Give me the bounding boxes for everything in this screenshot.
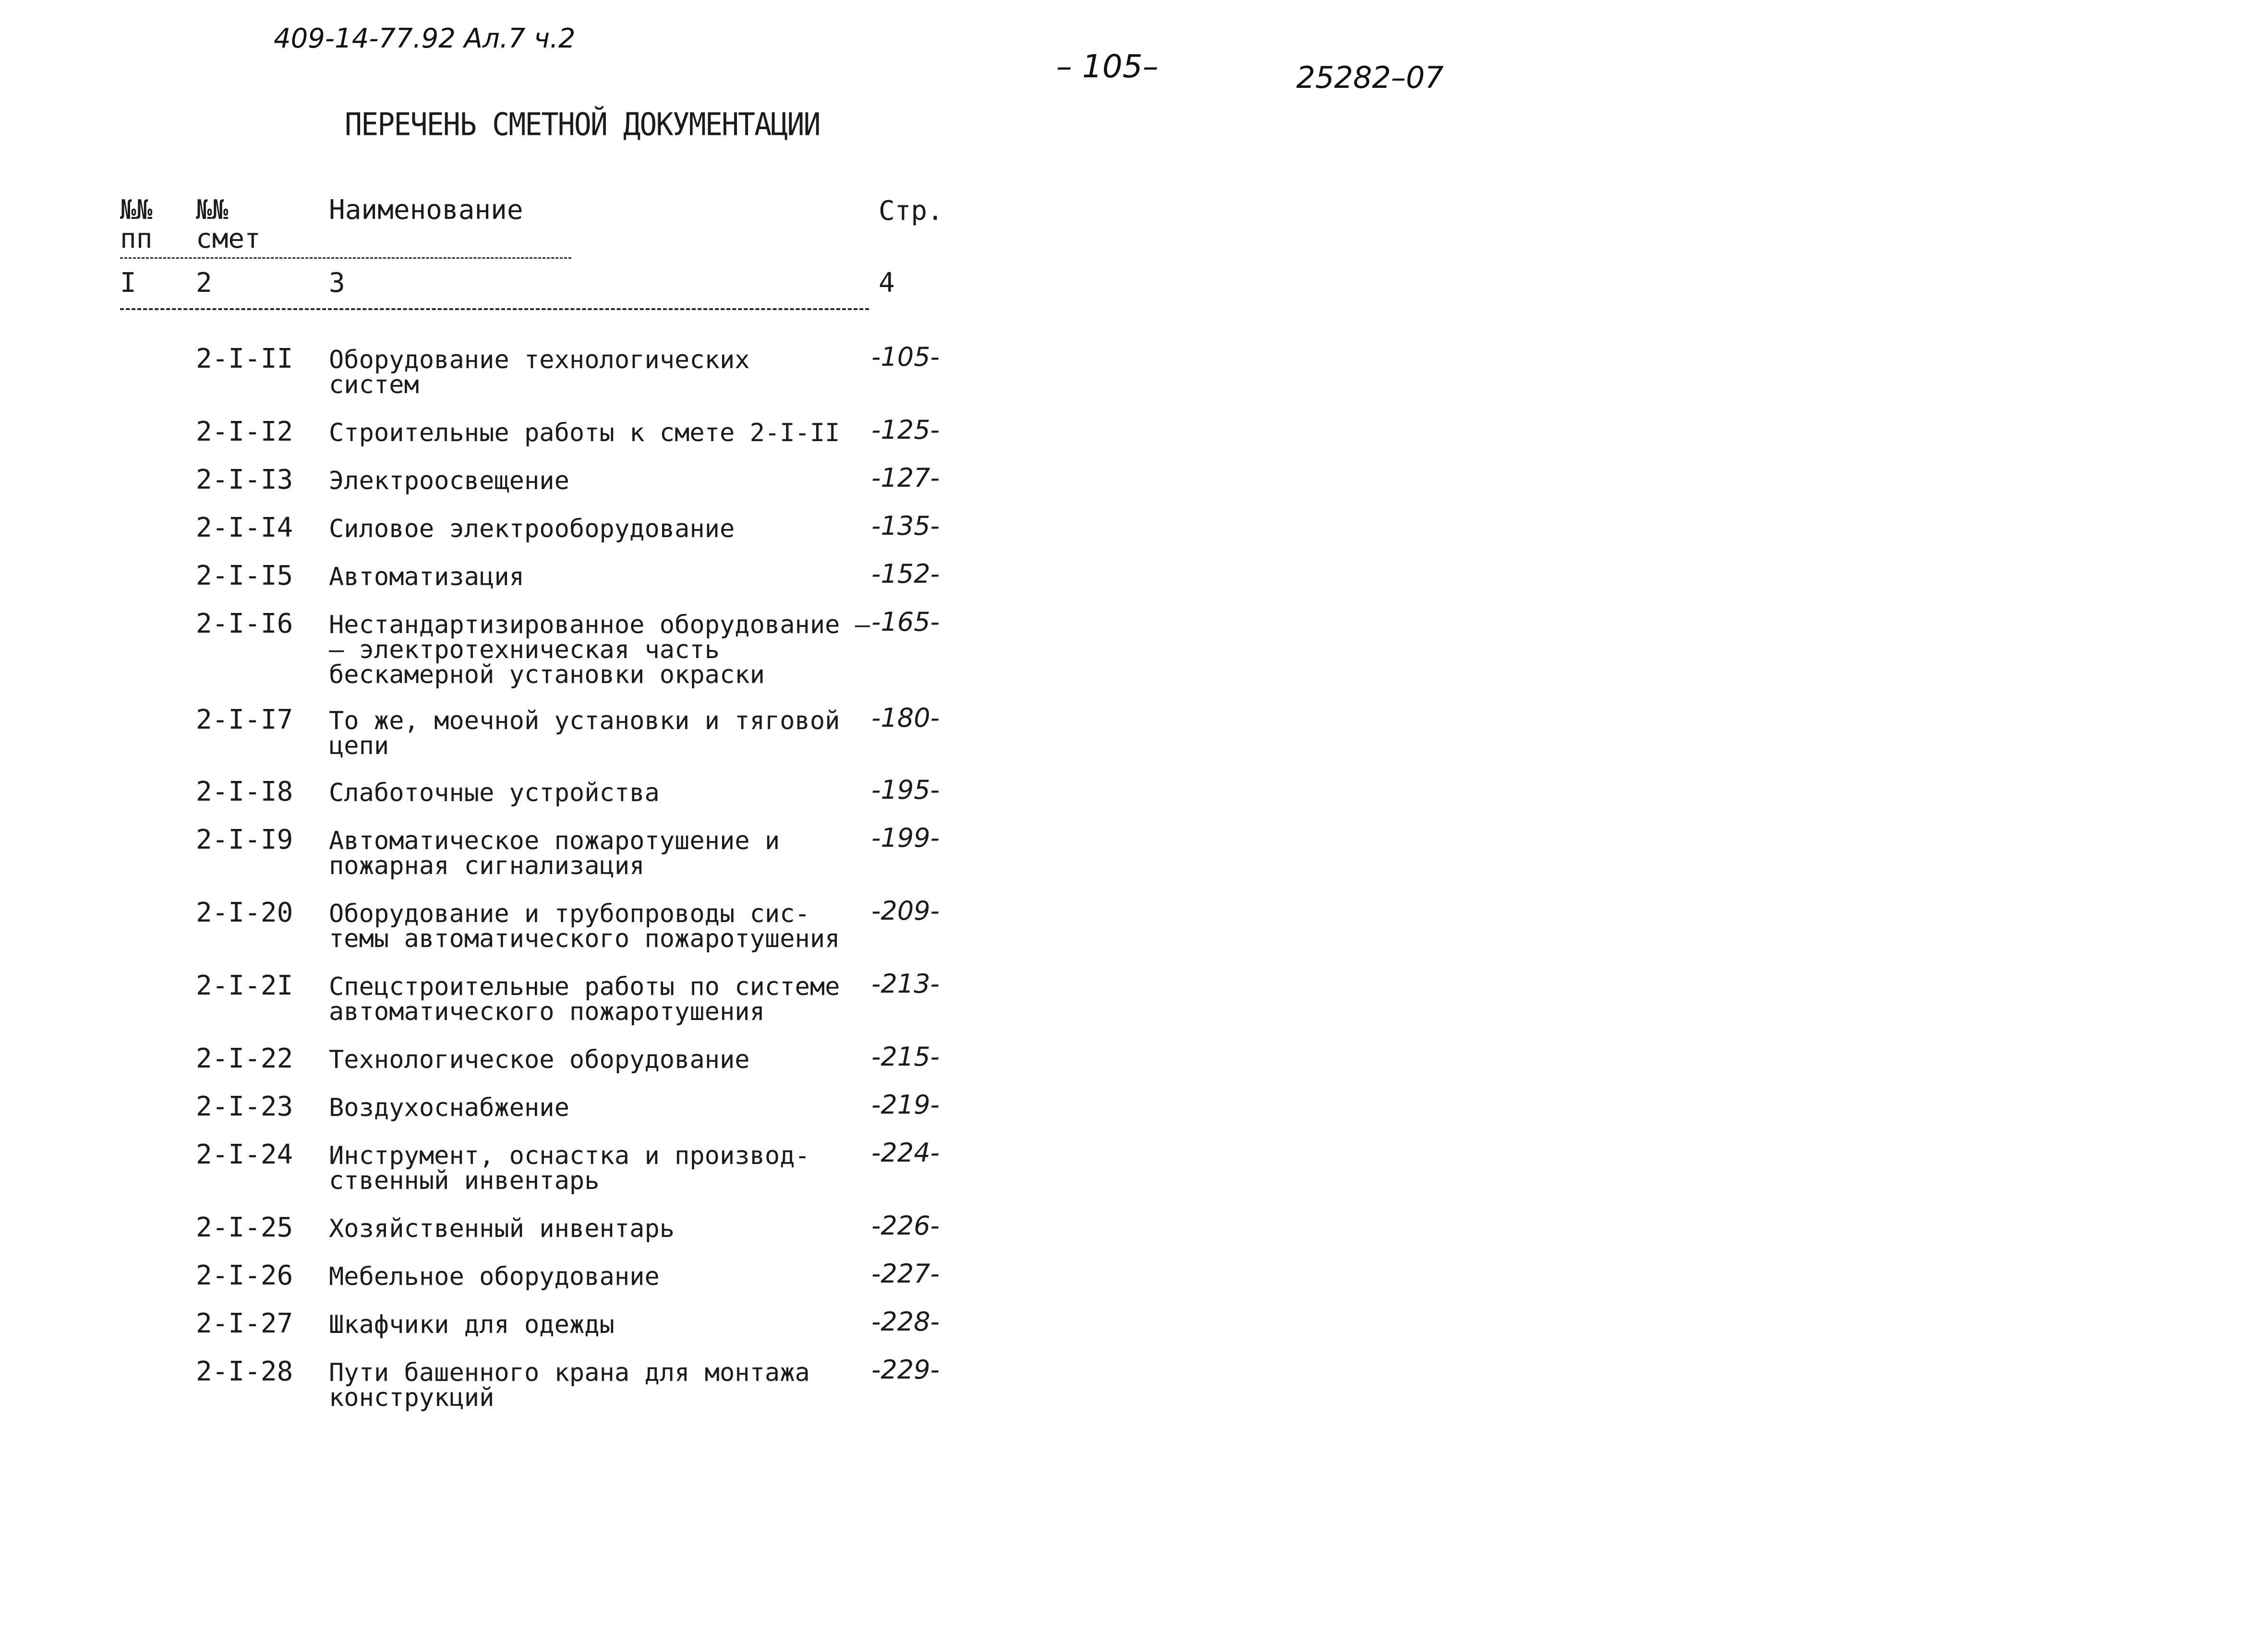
estimate-page-number: -195- (871, 775, 940, 805)
estimate-page-number: -199- (871, 823, 940, 853)
estimate-page-number: -152- (871, 559, 940, 589)
header-page: Стр. (879, 195, 943, 227)
document-title: ПЕРЕЧЕНЬ СМЕТНОЙ ДОКУМЕНТАЦИИ (345, 107, 820, 143)
estimate-name: Оборудование и трубопроводы сис- темы автоматического пожаротушения (329, 900, 840, 953)
estimate-name: Автоматическое пожаротушение и пожарная сигнализация (329, 827, 780, 880)
estimate-code: 2-I-I5 (196, 560, 293, 591)
estimate-name: Технологическое оборудование (329, 1045, 750, 1074)
estimate-code: 2-I-I9 (196, 824, 293, 855)
estimate-name: Спецстроительные работы по системе автоматического пожаротушения (329, 972, 840, 1026)
handwritten-archive-number: 25282–07 (1296, 60, 1444, 95)
estimate-page-number: -215- (871, 1042, 940, 1072)
estimate-name: Слаботочные устройства (329, 779, 660, 807)
estimate-code: 2-I-25 (196, 1212, 293, 1243)
estimate-page-number: -135- (871, 511, 940, 541)
estimate-name: Автоматизация (329, 563, 524, 591)
header-smet-label: смет (196, 223, 261, 254)
estimate-code: 2-I-I8 (196, 776, 293, 807)
estimate-page-number: -219- (871, 1090, 940, 1120)
estimate-code: 2-I-I3 (196, 464, 293, 495)
handwritten-doc-code: 409-14-77.92 Ал.7 ч.2 (274, 23, 576, 54)
estimate-page-number: -125- (871, 415, 940, 445)
estimate-page-number: -229- (871, 1355, 940, 1385)
estimate-name: Мебельное оборудование (329, 1262, 660, 1291)
estimate-page-number: -227- (871, 1259, 940, 1289)
estimate-page-number: -105- (871, 342, 940, 372)
estimate-code: 2-I-20 (196, 897, 293, 928)
estimate-name: Строительные работы к смете 2-I-II (329, 419, 840, 447)
column-number-3: 3 (329, 267, 345, 299)
header-pp-number-sign: №№ (120, 194, 153, 226)
header-smet-number-sign: №№ (196, 194, 229, 226)
column-number-rule (120, 308, 869, 310)
estimate-name: Нестандартизированное оборудование – – электротехническая часть бескамерной установки окраски (329, 611, 870, 689)
estimate-name: Шкафчики для одежды (329, 1310, 615, 1339)
estimate-code: 2-I-I2 (196, 416, 293, 447)
estimate-page-number: -165- (871, 607, 940, 637)
estimate-name: Силовое электрооборудование (329, 515, 735, 543)
estimate-name: Электроосвещение (329, 467, 569, 495)
estimate-page-number: -209- (871, 896, 940, 926)
estimate-page-number: -213- (871, 969, 940, 999)
header-rule (120, 257, 571, 259)
column-number-4: 4 (879, 267, 895, 299)
estimate-code: 2-I-23 (196, 1091, 293, 1122)
header-pp-label: пп (120, 223, 153, 254)
estimate-page-number: -226- (871, 1211, 940, 1241)
estimate-name: Оборудование технологических систем (329, 346, 750, 399)
estimate-code: 2-I-22 (196, 1043, 293, 1074)
estimate-code: 2-I-27 (196, 1308, 293, 1339)
estimate-page-number: -180- (871, 703, 940, 733)
estimate-name: Хозяйственный инвентарь (329, 1214, 675, 1243)
estimate-page-number: -224- (871, 1138, 940, 1168)
estimate-page-number: -127- (871, 463, 940, 493)
column-number-2: 2 (196, 267, 212, 299)
estimate-code: 2-I-I7 (196, 704, 293, 735)
estimate-code: 2-I-I4 (196, 512, 293, 543)
estimate-name: То же, моечной установки и тяговой цепи (329, 707, 840, 760)
header-smet (196, 194, 292, 254)
estimate-name: Инструмент, оснастка и производ- ственный инвентарь (329, 1141, 810, 1195)
estimate-name: Воздухоснабжение (329, 1093, 569, 1122)
estimate-name: Пути башенного крана для монтажа конструкций (329, 1358, 810, 1412)
estimate-code: 2-I-24 (196, 1139, 293, 1170)
estimate-code: 2-I-II (196, 343, 293, 374)
header-name: Наименование (329, 194, 523, 226)
column-number-1: I (120, 267, 136, 299)
estimate-code: 2-I-28 (196, 1356, 293, 1387)
estimate-code: 2-I-2I (196, 970, 293, 1001)
handwritten-sheet-number: – 105– (1056, 48, 1158, 85)
header-pp (120, 194, 178, 254)
estimate-page-number: -228- (871, 1307, 940, 1337)
estimate-code: 2-I-26 (196, 1260, 293, 1291)
estimate-code: 2-I-I6 (196, 608, 293, 639)
